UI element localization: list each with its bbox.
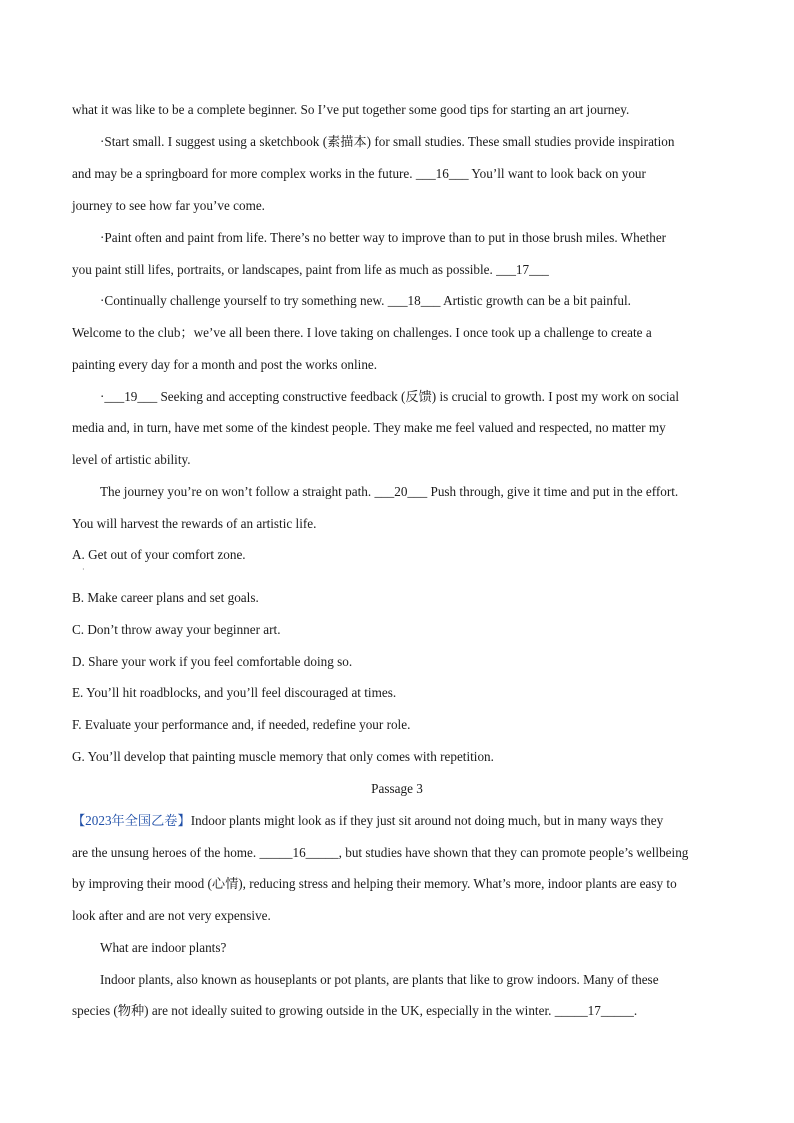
conclusion — [100, 484, 678, 500]
text-line — [72, 813, 663, 829]
blank-20: ___20___ — [374, 484, 428, 499]
source-tag: 【2023年全国乙卷】 — [72, 813, 191, 828]
text-segment: ·Continually challenge yourself to try something new. — [100, 293, 388, 308]
text-line: media and, in turn, have met some of the kindest people. They make me feel valued and respected, no matter my — [72, 420, 666, 435]
text-segment: Seeking and accepting constructive feedback (反馈) is crucial to growth. I post my work on social — [157, 389, 680, 404]
text-line: painting every day for a month and post the works online. — [72, 357, 378, 372]
text-line: journey to see how far you’ve come. — [72, 198, 265, 213]
blank-16: _____16_____ — [259, 845, 339, 860]
tip-feedback — [100, 389, 679, 405]
text-line: look after and are not very expensive. — [72, 908, 271, 923]
text-segment: , but studies have shown that they can promote people’s wellbeing — [338, 845, 689, 860]
text-segment: and may be a springboard for more complex works in the future. — [72, 166, 416, 181]
text-segment: Push through, give it time and put in the effort. — [427, 484, 679, 499]
text-line — [72, 845, 688, 861]
text-line — [72, 262, 549, 278]
text-segment: . — [633, 1003, 638, 1018]
text-segment: species (物种) are not ideally suited to growing outside in the UK, especially in the winter. — [72, 1003, 555, 1018]
text-segment: The journey you’re on won’t follow a straight path. — [100, 484, 375, 499]
text-line: Welcome to the club；we’ve all been there. I love taking on challenges. I once took up a challenge to create a — [72, 325, 652, 340]
text-line: Indoor plants, also known as houseplants or pot plants, are plants that like to grow indoors. Many of these — [100, 972, 659, 987]
text-line — [72, 166, 646, 182]
option-a: A. Get out of your comfort zone. — [72, 547, 246, 562]
text-segment: you paint still lifes, portraits, or landscapes, paint from life as much as possible. — [72, 262, 497, 277]
text-segment: You’ll want to look back on your — [468, 166, 646, 181]
subheading: What are indoor plants? — [100, 940, 227, 955]
text-line — [72, 1003, 637, 1019]
text-line: what it was like to be a complete beginner. So I’ve put together some good tips for starting an art journey. — [72, 102, 630, 117]
tip-start-small: ·Start small. I suggest using a sketchbook (素描本) for small studies. These small studies provide inspiration — [100, 134, 675, 149]
blank-16: ___16___ — [415, 166, 469, 181]
passage-heading: Passage 3 — [371, 781, 423, 796]
tip-challenge — [100, 293, 631, 309]
text-segment: Indoor plants might look as if they just sit around not doing much, but in many ways they — [190, 813, 664, 828]
tip-paint-often: ·Paint often and paint from life. There’s no better way to improve than to put in those brush miles. Whether — [100, 230, 667, 245]
blank-19: ___19___ — [104, 389, 158, 404]
blank-17: _____17_____ — [554, 1003, 634, 1018]
text-line: level of artistic ability. — [72, 452, 191, 467]
blank-18: ___18___ — [387, 293, 441, 308]
option-b: B. Make career plans and set goals. — [72, 590, 259, 605]
text-line: by improving their mood (心情), reducing stress and helping their memory. What’s more, indoor plants are easy to — [72, 876, 677, 891]
option-c: C. Don’t throw away your beginner art. — [72, 622, 281, 637]
stray-dot: · — [82, 565, 85, 574]
option-d: D. Share your work if you feel comfortable doing so. — [72, 654, 353, 669]
text-segment: are the unsung heroes of the home. — [72, 845, 260, 860]
blank-17: ___17___ — [496, 262, 549, 277]
option-g: G. You’ll develop that painting muscle memory that only comes with repetition. — [72, 749, 494, 764]
option-f: F. Evaluate your performance and, if needed, redefine your role. — [72, 717, 411, 732]
text-segment: Artistic growth can be a bit painful. — [440, 293, 631, 308]
option-e: E. You’ll hit roadblocks, and you’ll feel discouraged at times. — [72, 685, 397, 700]
text-line: You will harvest the rewards of an artistic life. — [72, 516, 317, 531]
bullet: · — [100, 389, 105, 404]
